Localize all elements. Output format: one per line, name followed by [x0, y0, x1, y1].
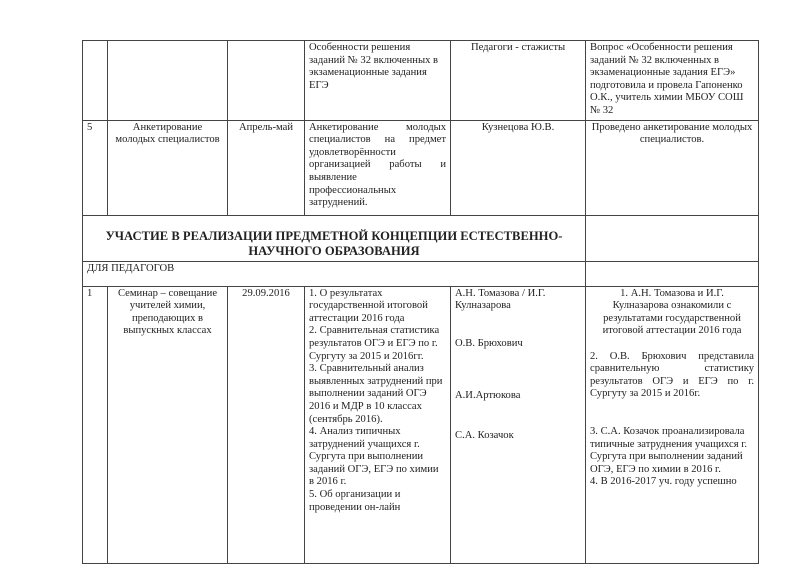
section-heading: УЧАСТИЕ В РЕАЛИЗАЦИИ ПРЕДМЕТНОЙ КОНЦЕПЦИИ ЕСТЕСТВЕННО-НАУЧНОГО ОБРАЗОВАНИЯ [83, 215, 586, 261]
table-row-1 [83, 286, 759, 563]
cell-result: Вопрос «Особенности решения заданий № 32 включенных в экзаменационные задания ЕГЭ» подготовила и провела Гапоненко О.К., учитель химии МБОУ СОШ № 32 [586, 41, 759, 121]
responsible-person: А.Н. Томазова / И.Г. Кулназарова [455, 287, 546, 312]
responsible-person: А.И.Артюкова [455, 389, 521, 401]
subsection-label: ДЛЯ ПЕДАГОГОВ [83, 261, 586, 286]
result-item: 2. О.В. Брюхович представила сравнительную статистику результатов ОГЭ и ЕГЭ по г. Сургуту за 2015 и 2016г. [590, 350, 754, 400]
cell-content: Анкетирование молодых специалистов на предмет удовлетворённости организацией работы и выявление профессиональных затруднений. [305, 120, 451, 215]
cell-num [83, 41, 108, 121]
result-item: 4. В 2016-2017 уч. году успешно [590, 476, 737, 488]
cell-responsible [451, 286, 586, 563]
result-item: 3. С.А. Козачок проанализировала типичные затруднения учащихся г. Сургута при выполнении заданий ОГЭ, ЕГЭ по химии в 2016 г. [590, 426, 748, 475]
cell-event: Анкетирование молодых специалистов [108, 120, 228, 215]
table-row-continued [83, 41, 759, 121]
content-item: 5. Об организации и проведении он-лайн [309, 489, 401, 513]
cell-date: Апрель-май [228, 120, 305, 215]
section-heading-row [83, 215, 759, 261]
cell-empty [586, 215, 759, 261]
content-item: 2. Сравнительная статистика результатов ОГЭ и ЕГЭ по г. Сургуту за 2015 и 2016гг. [309, 325, 440, 362]
plan-table [82, 40, 759, 564]
cell-date: 29.09.2016 [228, 286, 305, 563]
responsible-person: О.В. Брюхович [455, 337, 523, 349]
cell-empty [586, 261, 759, 286]
subsection-row [83, 261, 759, 286]
content-item: 1. О результатах государственной итоговой аттестации 2016 года [309, 287, 428, 324]
cell-content [305, 286, 451, 563]
responsible-person: С.А. Козачок [455, 429, 514, 441]
cell-event [108, 41, 228, 121]
cell-result: Проведено анкетирование молодых специалистов. [586, 120, 759, 215]
cell-num: 5 [83, 120, 108, 215]
cell-num: 1 [83, 286, 108, 563]
result-item: 1. А.Н. Томазова и И.Г. Кулназарова ознакомили с результатами государственной итоговой аттестации 2016 года [602, 287, 742, 337]
content-item: 3. Сравнительный анализ выявленных затруднений при выполнении заданий ОГЭ 2016 и МДР в 10 классах (сентябрь 2016). [309, 363, 443, 425]
content-item: 4. Анализ типичных затруднений учащихся г. Сургута при выполнении заданий ОГЭ, ЕГЭ по химии в 2016 г. [309, 426, 439, 488]
cell-date [228, 41, 305, 121]
cell-result [586, 286, 759, 563]
cell-event: Семинар – совещание учителей химии, преподающих в выпускных классах [108, 286, 228, 563]
cell-responsible: Педагоги - стажисты [451, 41, 586, 121]
cell-content: Особенности решения заданий № 32 включенных в экзаменационные задания ЕГЭ [305, 41, 451, 121]
table-row-5 [83, 120, 759, 215]
cell-responsible: Кузнецова Ю.В. [451, 120, 586, 215]
